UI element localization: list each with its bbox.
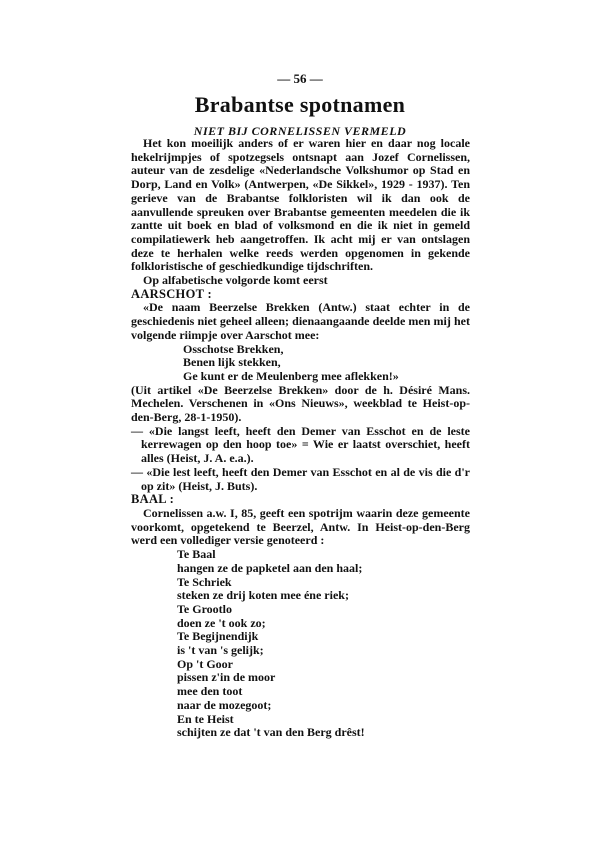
aarschot-saying: — «Die langst leeft, heeft den Demer van Esschot en de leste kerrewagen op den hoop toe» = Wie er laatst overschiet, heeft alles (Heist, J. A. e.a.).: [131, 423, 470, 466]
aarschot-verse: [131, 343, 470, 384]
verse-line: naar de mozegoot;: [177, 697, 272, 712]
intro-paragraph: Op alfabetische volgorde komt eerst: [143, 273, 328, 288]
intro-paragraph: Het kon moeilijk anders of er waren hier en daar nog locale hekelrijmpjes of spotzegsels ontsnapt aan Jozef Cornelissen, auteur van de zesdelige «Nederlandsche Volkshumor op Stad en Dorp, Land en Volk» (Antwerpen, «De Sikkel», 1929 - 1937). Ten gerieve van de Brabantse folkloristen wil ik dan ook de aanvullende spreuken over Brabantse gemeenten meedelen die ik zantte uit boek en blad of volksmond en die ik niet in gemeld compilatiewerk heb aangetroffen. Ik acht mij er van ontslagen deze te herhalen welke reeds werden opgenomen in gekende folkloristische of geschiedkundige tijdschriften.: [131, 136, 470, 274]
aarschot-paragraph: «De naam Beerzelse Brekken (Antw.) staat echter in de geschiedenis niet geheel alleen; dienaangaande deelde men mij het volgende riimpje over Aarschot mee:: [131, 300, 470, 342]
aarschot-saying: — «Die lest leeft, heeft den Demer van Esschot en al de vis die d'r op zit» (Heist, J. Buts).: [131, 464, 470, 493]
baal-verse: [131, 548, 470, 740]
section-heading-baal: BAAL :: [131, 492, 175, 507]
verse-line: Te Grootlo: [177, 601, 233, 616]
verse-line: Op 't Goor: [177, 656, 233, 671]
article-subtitle: NIET BIJ CORNELISSEN VERMELD: [193, 124, 407, 138]
verse-line: steken ze drij koten mee éne riek;: [177, 588, 349, 603]
baal-paragraph: Cornelissen a.w. I, 85, geeft een spotrijm waarin deze gemeente voorkomt, opgetekend te Beerzel, Antw. In Heist-op-den-Berg werd een vollediger versie genoteerd :: [131, 505, 470, 548]
verse-line: Benen lijk stekken,: [183, 355, 281, 370]
article-title: Brabantse spotnamen: [194, 92, 406, 117]
verse-line: mee den toot: [177, 684, 243, 699]
verse-line: Osschotse Brekken,: [183, 341, 284, 356]
verse-line: Te Begijnendijk: [177, 629, 259, 644]
article-body: [131, 137, 470, 740]
verse-line: Te Schriek: [177, 574, 232, 589]
aarschot-source: (Uit artikel «De Beerzelse Brekken» door de h. Désiré Mans. Mechelen. Verschenen in «Ons Nieuws», weekblad te Heist-op-den-Berg, 28-1-1950).: [131, 382, 470, 425]
verse-line: doen ze 't ook zo;: [177, 615, 266, 630]
verse-line: Te Baal: [177, 547, 216, 562]
verse-line: is 't van 's gelijk;: [177, 643, 264, 658]
verse-line: schijten ze dat 't van den Berg drêst!: [177, 725, 365, 740]
section-heading-aarschot: AARSCHOT :: [131, 286, 212, 301]
verse-line: En te Heist: [177, 711, 234, 726]
page-number: — 56 —: [277, 71, 323, 86]
verse-line: pissen z'in de moor: [177, 670, 276, 685]
verse-line: hangen ze de papketel aan den haal;: [177, 560, 363, 575]
verse-line: Ge kunt er de Meulenberg mee aflekken!»: [183, 368, 399, 383]
